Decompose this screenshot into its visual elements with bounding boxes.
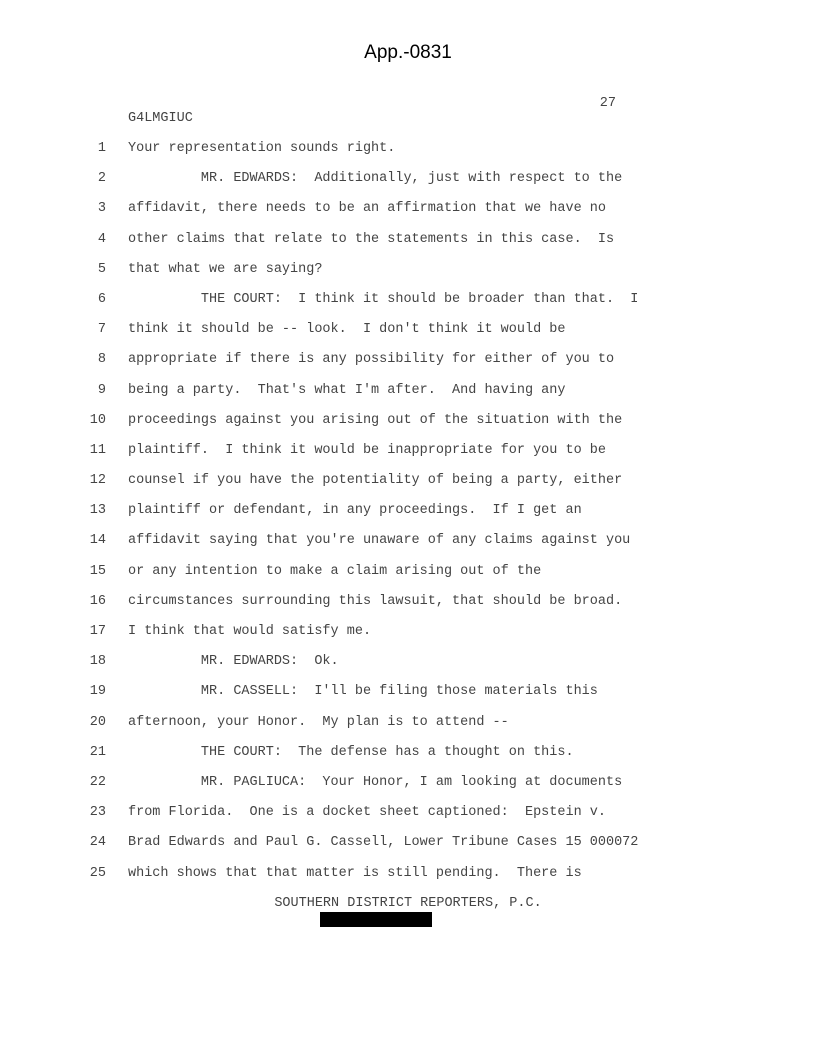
line-number: 22 — [89, 774, 106, 790]
transcript-line — [0, 442, 816, 472]
redaction-bar — [320, 912, 432, 927]
transcript-line — [0, 170, 816, 200]
line-text: counsel if you have the potentiality of being a party, either — [128, 473, 623, 489]
line-number: 23 — [89, 805, 106, 821]
transcript-line — [0, 200, 816, 230]
line-text: being a party. That's what I'm after. And having any — [128, 382, 566, 398]
transcript-line — [0, 261, 816, 291]
transcript-line — [0, 563, 816, 593]
line-text: I think that would satisfy me. — [128, 624, 372, 639]
transcript-line — [0, 291, 816, 321]
transcript-body — [0, 140, 816, 895]
line-number: 6 — [97, 291, 106, 307]
line-text: affidavit saying that you're unaware of any claims against you — [128, 533, 631, 549]
line-text: think it should be -- look. I don't think it would be — [128, 322, 566, 338]
line-text: which shows that that matter is still pending. There is — [128, 865, 582, 881]
line-number: 18 — [89, 654, 106, 670]
line-number: 16 — [89, 593, 106, 609]
line-text: affidavit, there needs to be an affirmation that we have no — [128, 201, 606, 217]
page-number: 27 — [599, 96, 616, 111]
line-text: or any intention to make a claim arising out of the — [128, 563, 542, 579]
transcript-line — [0, 351, 816, 381]
line-number: 4 — [97, 231, 106, 247]
transcript-line — [0, 382, 816, 412]
transcript-line — [0, 532, 816, 562]
line-number: 1 — [97, 141, 106, 156]
line-text: MR. PAGLIUCA: Your Honor, I am looking at documents — [128, 774, 623, 790]
transcript-line — [0, 714, 816, 744]
line-text: appropriate if there is any possibility for either of you to — [128, 352, 615, 368]
line-number: 17 — [89, 624, 106, 639]
line-text: THE COURT: The defense has a thought on this. — [128, 744, 574, 760]
line-number: 7 — [97, 322, 106, 338]
line-text: afternoon, your Honor. My plan is to attend -- — [128, 714, 509, 730]
transcript-line — [0, 321, 816, 351]
line-text: Your representation sounds right. — [128, 141, 396, 156]
transcript-line — [0, 593, 816, 623]
line-text: MR. EDWARDS: Ok. — [128, 654, 339, 670]
transcript-line — [0, 140, 816, 170]
line-text: circumstances surrounding this lawsuit, that should be broad. — [128, 593, 623, 609]
transcript-line — [0, 683, 816, 713]
transcript-line — [0, 412, 816, 442]
transcript-line — [0, 653, 816, 683]
line-text: MR. EDWARDS: Additionally, just with respect to the — [128, 171, 623, 187]
line-number: 12 — [89, 473, 106, 489]
line-text: from Florida. One is a docket sheet captioned: Epstein v. — [128, 805, 606, 821]
line-number: 5 — [97, 261, 106, 277]
transcript-line — [0, 472, 816, 502]
line-number: 20 — [89, 714, 106, 730]
line-text: Brad Edwards and Paul G. Cassell, Lower Tribune Cases 15 000072 — [128, 835, 639, 851]
line-number: 19 — [89, 684, 106, 700]
transcript-line — [0, 502, 816, 532]
line-number: 13 — [89, 503, 106, 519]
line-number: 21 — [89, 744, 106, 760]
line-number: 15 — [89, 563, 106, 579]
transcript-line — [0, 744, 816, 774]
transcript-line — [0, 865, 816, 895]
transcript-line — [0, 231, 816, 261]
transcript-line — [0, 834, 816, 864]
line-number: 2 — [97, 171, 106, 187]
line-text: plaintiff or defendant, in any proceedings. If I get an — [128, 503, 582, 519]
line-number: 8 — [97, 352, 106, 368]
line-text: other claims that relate to the statements in this case. Is — [128, 231, 615, 247]
transcript-line — [0, 774, 816, 804]
line-number: 24 — [89, 835, 106, 851]
line-number: 3 — [97, 201, 106, 217]
line-text: plaintiff. I think it would be inappropriate for you to be — [128, 442, 606, 458]
case-code: G4LMGIUC — [128, 111, 193, 126]
line-text: THE COURT: I think it should be broader than that. I — [128, 291, 639, 307]
line-number: 25 — [89, 865, 106, 881]
line-number: 10 — [89, 412, 106, 428]
line-text: MR. CASSELL: I'll be filing those materials this — [128, 684, 598, 700]
line-number: 9 — [97, 382, 106, 398]
appendix-stamp: App.-0831 — [364, 42, 452, 63]
transcript-line — [0, 804, 816, 834]
line-text: that what we are saying? — [128, 261, 323, 277]
line-number: 14 — [89, 533, 106, 549]
reporter-footer: SOUTHERN DISTRICT REPORTERS, P.C. — [274, 896, 542, 911]
line-number: 11 — [89, 442, 106, 458]
line-text: proceedings against you arising out of the situation with the — [128, 412, 623, 428]
transcript-line — [0, 623, 816, 653]
